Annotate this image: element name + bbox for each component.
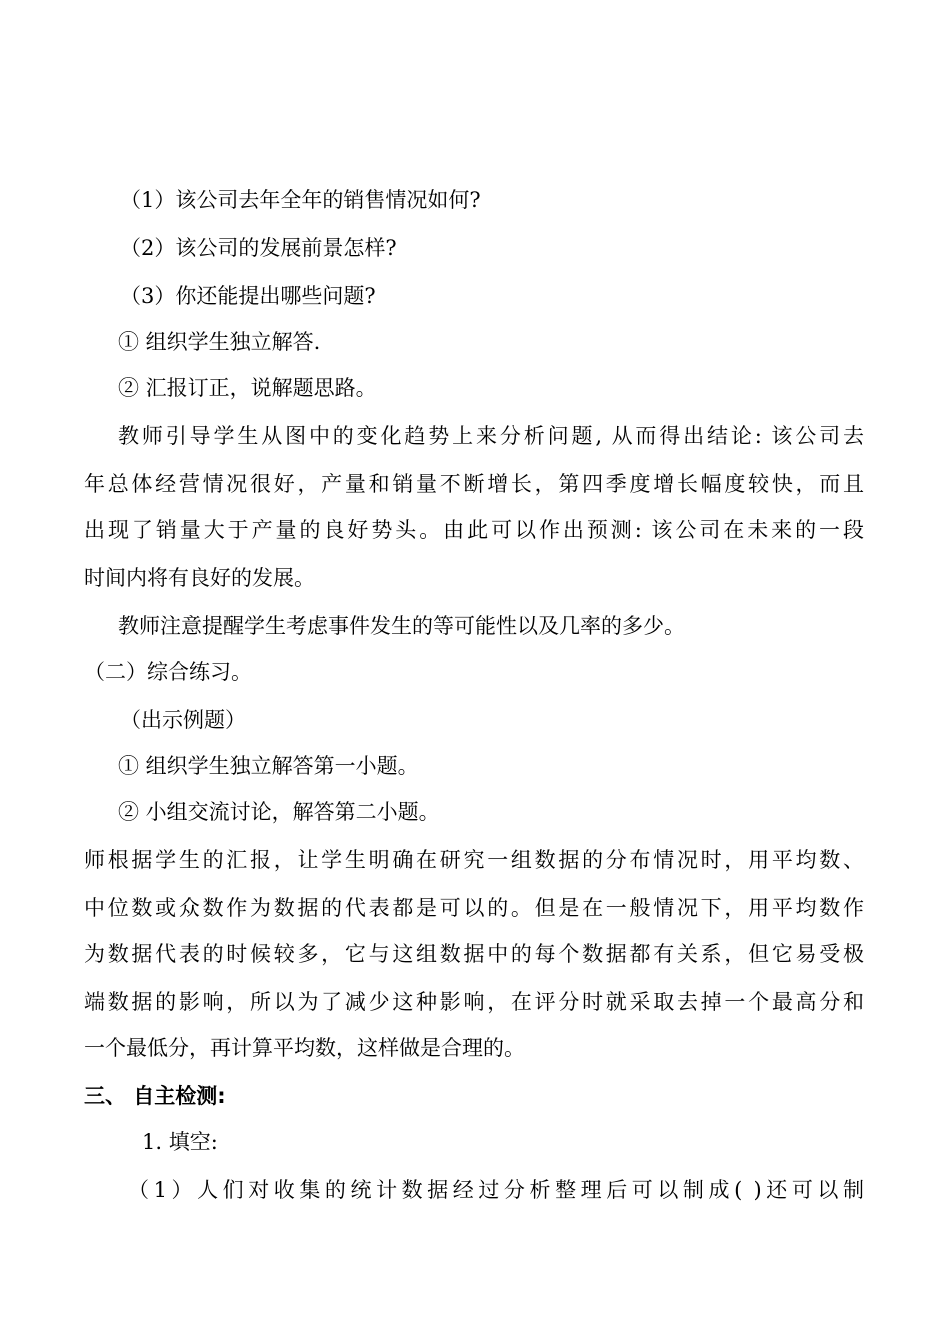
summary-line-2: 中位数或众数作为数据的代表都是可以的。但是在一般情况下，用平均数作 [84, 896, 864, 920]
section-two-heading: （二）综合练习。 [84, 660, 252, 684]
conclusion-line-3: 出现了销量大于产量的良好势头。由此可以作出预测: 该公司在未来的一段 [84, 518, 864, 542]
fill-blank-label: 1. 填空: [142, 1130, 218, 1154]
step-b-2: ② 小组交流讨论，解答第二小题。 [118, 800, 440, 824]
item-1-text: （1）人们对收集的统计数据经过分析整理后可以制成( )还可以制 [128, 1178, 864, 1202]
summary-line-3: 为数据代表的时候较多，它与这组数据中的每个数据都有关系，但它易受极 [84, 942, 864, 966]
reminder-text: 教师注意提醒学生考虑事件发生的等可能性以及几率的多少。 [118, 614, 685, 638]
question-2: （2）该公司的发展前景怎样? [120, 236, 397, 260]
step-a-2: ② 汇报订正，说解题思路。 [118, 376, 377, 400]
summary-line-4: 端数据的影响，所以为了减少这种影响，在评分时就采取去掉一个最高分和 [84, 990, 864, 1014]
conclusion-line-2: 年总体经营情况很好，产量和销量不断增长，第四季度增长幅度较快，而且 [84, 472, 864, 496]
example-label: （出示例题） [120, 708, 246, 732]
section-three-heading: 三、 自主检测: [84, 1084, 226, 1108]
question-3: （3）你还能提出哪些问题? [120, 284, 376, 308]
conclusion-line-4: 时间内将有良好的发展。 [84, 566, 315, 590]
summary-line-1: 师根据学生的汇报，让学生明确在研究一组数据的分布情况时，用平均数、 [84, 848, 864, 872]
question-1: （1）该公司去年全年的销售情况如何? [120, 188, 481, 212]
summary-line-5: 一个最低分，再计算平均数，这样做是合理的。 [84, 1036, 525, 1060]
conclusion-line-1: 教师引导学生从图中的变化趋势上来分析问题, 从而得出结论: 该公司去 [118, 424, 864, 448]
step-b-1: ① 组织学生独立解答第一小题。 [118, 754, 419, 778]
step-a-1: ① 组织学生独立解答. [118, 330, 321, 354]
